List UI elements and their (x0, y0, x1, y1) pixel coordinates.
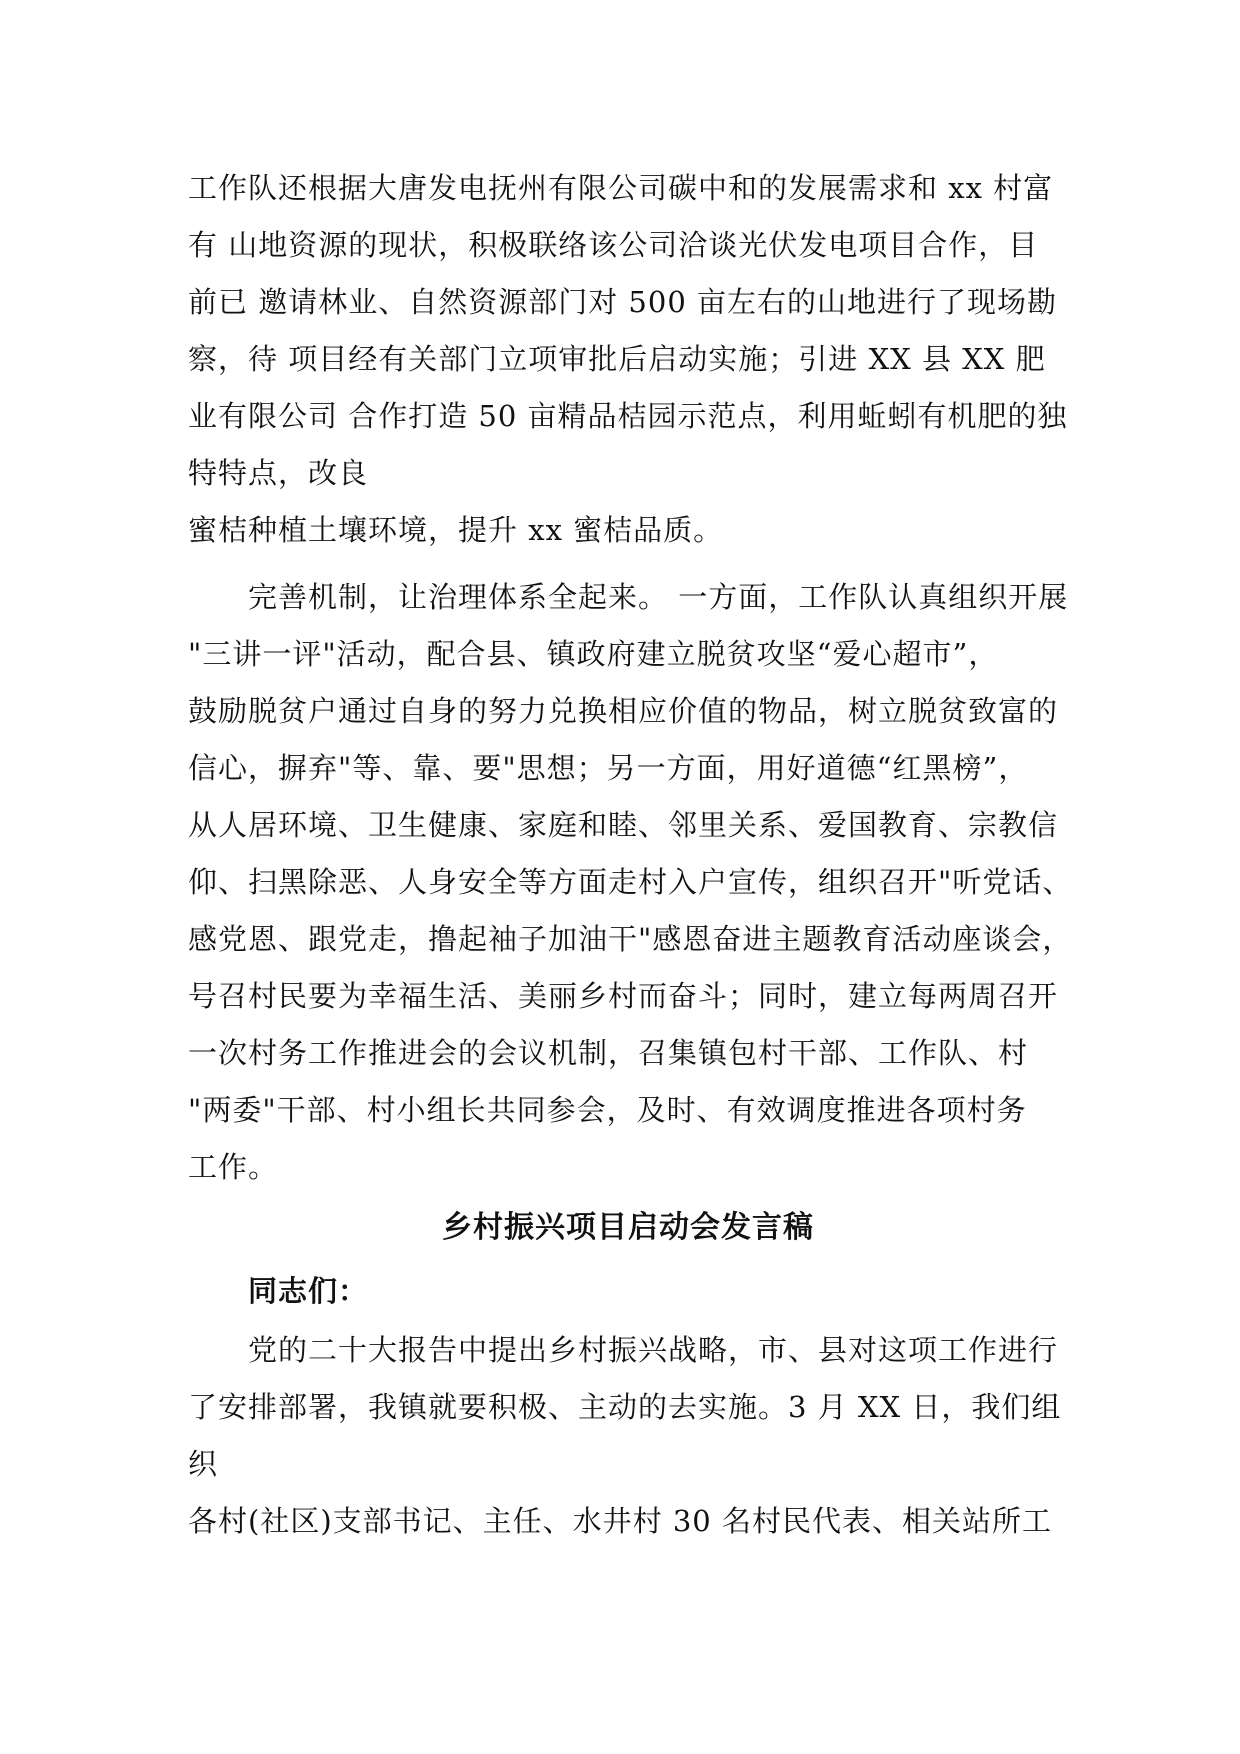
text-line: 各村(社区)支部书记、主任、水井村 30 名村民代表、相关站所工 (188, 1504, 1052, 1538)
text-line: 党的二十大报告中提出乡村振兴战略，市、县对这项工作进行 (248, 1333, 1059, 1367)
text-line: 从人居环境、卫生健康、家庭和睦、邻里关系、爱国教育、宗教信 (188, 808, 1059, 842)
text-line: 工作队还根据大唐发电抚州有限公司碳中和的发展需求和 xx 村富 (188, 171, 1054, 205)
text-line: 有 山地资源的现状，积极联络该公司洽谈光伏发电项目合作，目 (188, 228, 1039, 262)
speech-title: 乡村振兴项目启动会发言稿 (442, 1210, 814, 1245)
text-line: 织 (188, 1447, 219, 1481)
text-line: 业有限公司 合作打造 50 亩精品桔园示范点，利用蚯蚓有机肥的独 (188, 399, 1068, 433)
text-line: 一次村务工作推进会的会议机制，召集镇包村干部、工作队、村 (188, 1036, 1029, 1070)
text-line: 信心，摒弃"等、靠、要"思想；另一方面，用好道德“红黑榜”， (188, 751, 1029, 785)
text-line: 完善机制，让治理体系全起来。 一方面，工作队认真组织开展 (248, 580, 1069, 614)
text-line: 前已 邀请林业、自然资源部门对 500 亩左右的山地进行了现场勘 (188, 285, 1058, 319)
text-line: 号召村民要为幸福生活、美丽乡村而奋斗；同时，建立每两周召开 (188, 979, 1059, 1013)
document-body (188, 160, 1073, 1550)
text-line: 感党恩、跟党走，撸起袖子加油干"感恩奋进主题教育活动座谈会， (188, 922, 1073, 956)
text-line: 特特点，改良 (188, 456, 369, 490)
paragraph-gap (188, 559, 1068, 569)
text-line: 工作。 (188, 1150, 279, 1184)
text-line: 蜜桔种植土壤环境，提升 xx 蜜桔品质。 (188, 513, 724, 547)
text-line: "三讲一评"活动，配合县、镇政府建立脱贫攻坚“爱心超市”， (188, 637, 999, 671)
text-line: 察，待 项目经有关部门立项审批后启动实施；引进 XX 县 XX 肥 (188, 342, 1046, 376)
paragraph-speech-opening (188, 1322, 1068, 1550)
text-line: 鼓励脱贫户通过自身的努力兑换相应价值的物品，树立脱贫致富的 (188, 694, 1059, 728)
speech-salutation: 同志们： (248, 1274, 369, 1308)
paragraph-governance-mechanism (188, 569, 1073, 1196)
text-line: 了安排部署，我镇就要积极、主动的去实施。3 月 XX 日，我们组 (188, 1390, 1062, 1424)
paragraph-project-cooperation (188, 160, 1068, 559)
text-line: "两委"干部、村小组长共同参会，及时、有效调度推进各项村务 (188, 1093, 1027, 1127)
text-line: 仰、扫黑除恶、人身安全等方面走村入户宣传，组织召开"听党话、 (188, 865, 1073, 899)
